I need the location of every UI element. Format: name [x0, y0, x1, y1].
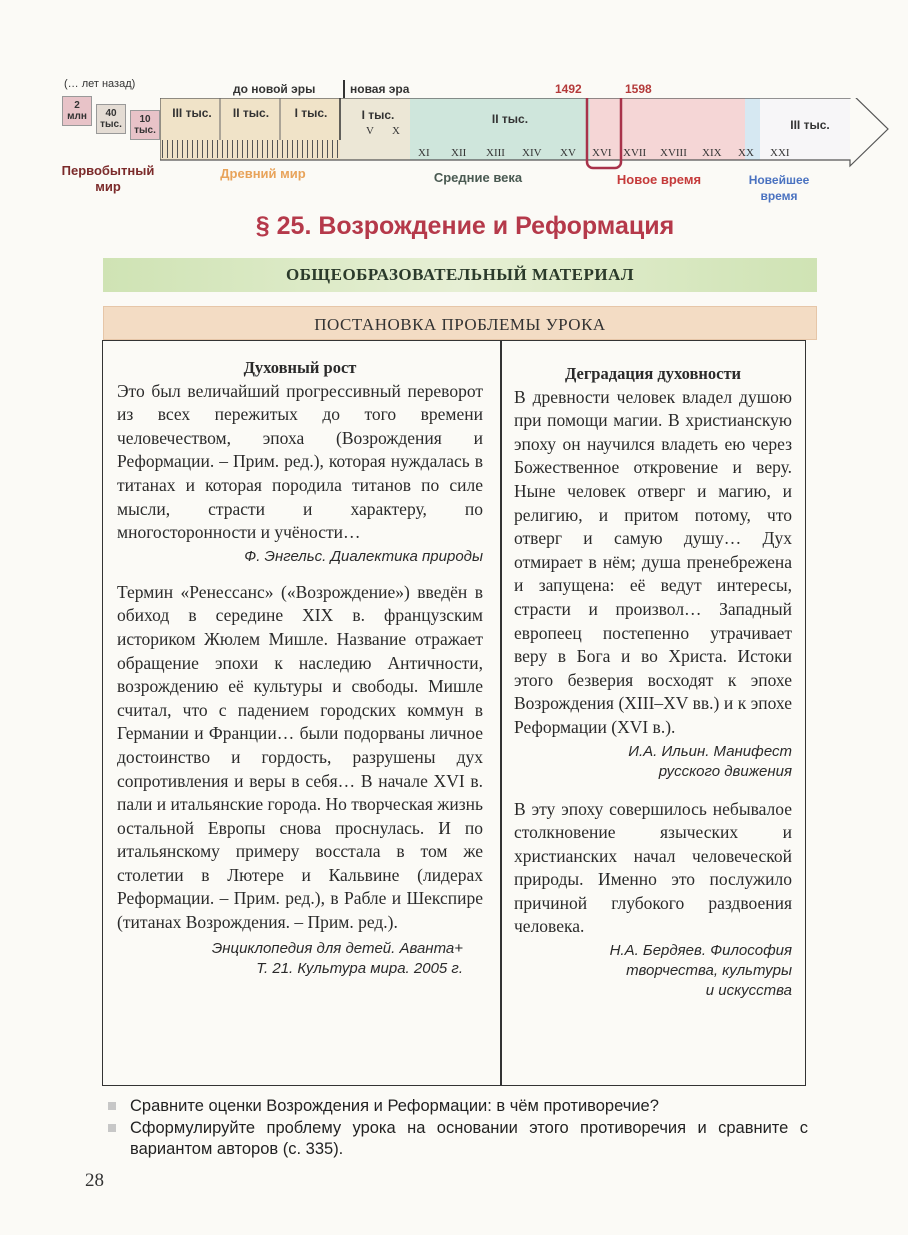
page-title: § 25. Возрождение и Реформация — [255, 212, 675, 240]
years-ago-label: (… лет назад) — [64, 78, 136, 90]
century-label: XIV — [522, 147, 542, 159]
millennium-label: II тыс. — [232, 106, 270, 120]
century-label: XVII — [623, 147, 647, 159]
right-source-ilyin: И.А. Ильин. Манифест русского движения — [628, 742, 792, 780]
right-quote-ilyin: В древности человек владел душою при помощи магии. В христианскую эпоху он научился владеть ею через Божественное откровение и веру. Ныне человек отверг и магию, и религию, и притом потому, что отверг и самую душу… Дух отмирает в нём; душа пренебрежена и запущена: её ведут интересы, страсти и произвол… Западный европеец постепенно утрачивает веру в Бога и во Христа. Истоки этого безверия восходят к эпохе Возрождения (XIII–XV вв.) и к эпохе Реформации (XVI в.). — [514, 386, 792, 737]
question-item: Сравните оценки Возрождения и Реформации: в чём противоречие? — [108, 1096, 798, 1117]
timeline-ticks — [162, 140, 342, 158]
bullet-icon — [108, 1102, 116, 1110]
century-label: V — [366, 125, 374, 137]
millennium-label: I тыс. — [361, 108, 395, 122]
bc-label: до новой эры — [233, 82, 316, 96]
millennium-label: II тыс. — [491, 112, 529, 126]
left-heading: Духовный рост — [243, 358, 357, 377]
prehist-box: 2 млн — [62, 96, 92, 126]
century-label: XIX — [702, 147, 722, 159]
prehist-box: 40 тыс. — [96, 104, 126, 134]
left-quote-encyclopedia: Термин «Ренессанс» («Возрождение») введён в обиход в середине XIX в. французским историком Жюлем Мишле. Название отражает обращение эпохи к наследию Античности, возрождению её культуры и свободы. Мишле считал, что с падением городских коммун в Германии и Франции… были подорваны личное достоинство и гордость, разрушены дух сопротивления и веры в себя… В начале XVI в. пали и итальянские города. Но творческая жизнь остальной Европы снова проснулась. И по итальянскому примеру восстала в том же столетии в Лютере и Кальвине (лидерах Реформации. – Прим. ред.), в Рабле и Шекспире (титанах Возрождения. – Прим. ред.). — [117, 581, 483, 933]
century-label: XII — [451, 147, 467, 159]
century-label: XV — [560, 147, 576, 159]
question-item: Сформулируйте проблему урока на основании этого противоречия и сравните с вариантом авторов (с. 335). — [108, 1118, 808, 1160]
ad-label: новая эра — [350, 82, 410, 96]
left-quote-engels: Это был величайший прогрессивный переворот из всех пережитых до того времени человечеством, эпоха (Возрождения и Реформации. – Прим. ред.), которая нуждалась в титанах и которая породила титанов по силе мысли, страсти и характеру, по многосторонности и учёности… — [117, 380, 483, 543]
prehist-box: 10 тыс. — [130, 110, 160, 140]
left-source-engels: Ф. Энгельс. Диалектика природы — [244, 547, 483, 565]
century-label: XX — [738, 147, 754, 159]
right-quote-berdyaev: В эту эпоху совершилось небывалое столкновение языческих и христианских начал человеческой природы. Именно это послужило причиной глубокого раздвоения человека. — [514, 798, 792, 937]
right-source-berdyaev: Н.А. Бердяев. Философия творчества, культуры и искусства — [609, 942, 792, 1000]
era-divider — [343, 80, 345, 98]
page-number: 28 — [85, 1170, 104, 1191]
bullet-icon — [108, 1124, 116, 1132]
right-column — [514, 362, 792, 1001]
general-material-band: ОБЩЕОБРАЗОВАТЕЛЬНЫЙ МАТЕРИАЛ — [103, 258, 817, 292]
century-label: X — [392, 125, 400, 137]
century-label: XIII — [486, 147, 505, 159]
millennium-label: III тыс. — [172, 106, 212, 120]
era-primitive: Первобытный мир — [61, 163, 155, 194]
year-1598: 1598 — [625, 82, 652, 96]
year-1492: 1492 — [555, 82, 582, 96]
era-newest: Новейшее время — [748, 173, 810, 203]
century-label: XVIII — [660, 147, 687, 159]
era-new-time: Новое время — [616, 172, 702, 187]
century-label: XI — [418, 147, 430, 159]
era-ancient: Древний мир — [220, 166, 306, 181]
century-label: XXI — [770, 147, 790, 159]
left-column — [117, 356, 483, 979]
left-source-encyclopedia: Энциклопедия для детей. Аванта+ Т. 21. Культура мира. 2005 г. — [211, 939, 463, 977]
column-divider — [500, 340, 502, 1086]
era-medieval: Средние века — [433, 170, 523, 185]
century-label: XVI — [592, 147, 612, 159]
millennium-label: III тыс. — [790, 118, 830, 132]
millennium-label: I тыс. — [294, 106, 328, 120]
right-heading: Деградация духовности — [564, 364, 742, 383]
problem-band: ПОСТАНОВКА ПРОБЛЕМЫ УРОКА — [103, 306, 817, 340]
